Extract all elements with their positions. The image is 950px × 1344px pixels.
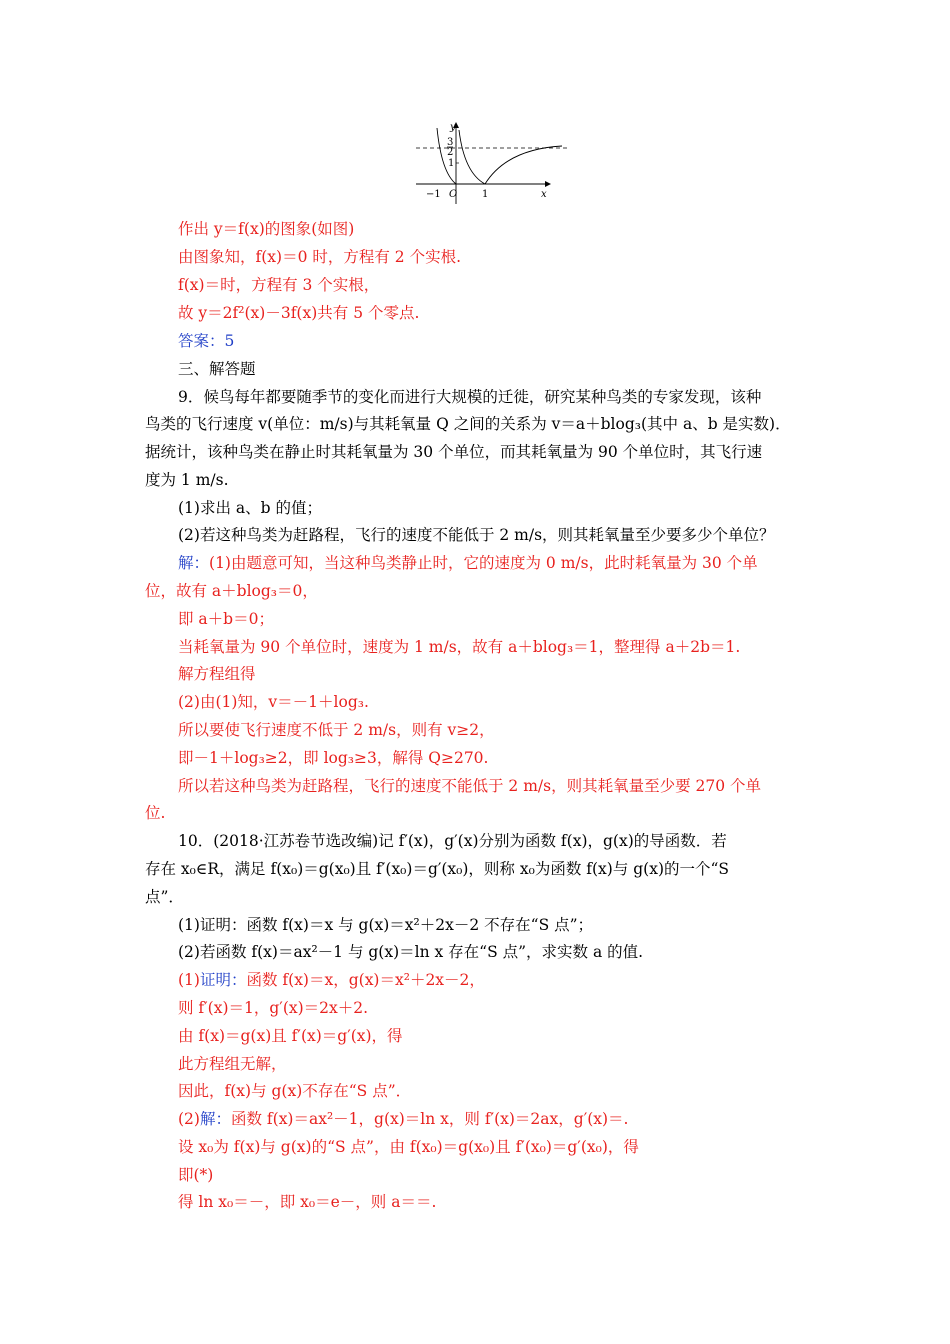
solution-10-line: 设 x₀为 f(x)与 g(x)的“S 点”，由 f(x₀)＝g(x₀)且 f′(x₀)＝g′(x₀)，得 (178, 1138, 639, 1156)
solution-10-line: 即(*) (178, 1166, 214, 1184)
y-tick-3-2-denominator: 2 (447, 147, 454, 158)
problem-9-text: 据统计，该种鸟类在静止时其耗氧量为 30 个单位，而其耗氧量为 90 个单位时，其飞行速 (145, 443, 763, 461)
text-line: 故 y＝2f²(x)－3f(x)共有 5 个零点. (178, 304, 420, 322)
part-number: (1) (178, 971, 200, 989)
solution-10-line (178, 970, 485, 990)
origin-label: O (449, 189, 458, 200)
problem-10-text: 10．(2018·江苏卷节选改编)记 f′(x)，g′(x)分别为函数 f(x)，g(x)的导函数．若 (178, 832, 727, 850)
y-tick-3-2-numerator: 3 (447, 137, 454, 148)
part-number: (2) (178, 1110, 200, 1128)
solution-10-line: 因此，f(x)与 g(x)不存在“S 点”． (178, 1082, 412, 1100)
text-line: 由图象知，f(x)＝0 时，方程有 2 个实根. (178, 248, 462, 266)
problem-9-part-2: (2)若这种鸟类为赶路程，飞行的速度不能低于 2 m/s，则其耗氧量至少要多少个单位？ (178, 526, 775, 544)
solution-9-line: 解方程组得 (178, 665, 256, 683)
problem-9-text: 9．候鸟每年都要随季节的变化而进行大规模的迁徙，研究某种鸟类的专家发现，该种 (178, 388, 762, 406)
solution-9-line: 所以若这种鸟类为赶路程，飞行的速度不能低于 2 m/s，则其耗氧量至少要 270 个单 (178, 777, 762, 795)
solution-10-line: 得 ln x₀＝－，即 x₀＝e－，则 a＝＝. (178, 1193, 437, 1211)
y-axis-label: y (450, 122, 456, 133)
solution-label: 解： (178, 554, 210, 572)
solution-10-line: 由 f(x)＝g(x)且 f′(x)＝g′(x)，得 (178, 1027, 403, 1045)
problem-9-part-1: (1)求出 a、b 的值； (178, 499, 322, 517)
problem-10-text: 存在 x₀∈R，满足 f(x₀)＝g(x₀)且 f′(x₀)＝g′(x₀)，则称 x₀为函数 f(x)与 g(x)的一个“S (145, 860, 730, 878)
problem-9-text: 度为 1 m/s. (145, 471, 229, 489)
problem-9-text: 鸟类的飞行速度 v(单位：m/s)与其耗氧量 Q 之间的关系为 v＝a＋blog₃(其中 a、b 是实数)． (145, 415, 791, 433)
y-tick-1: 1 (448, 158, 455, 169)
solution-9-line (178, 553, 758, 573)
solution-10-line (178, 1109, 628, 1129)
solution-10-line: 则 f′(x)＝1，g′(x)＝2x＋2. (178, 999, 369, 1017)
proof-text: 函数 f(x)＝x，g(x)＝x²＋2x－2， (246, 971, 485, 989)
x-tick-neg1: −1 (426, 189, 441, 200)
solution-9-line: 即－1＋log₃≥2，即 log₃≥3，解得 Q≥270. (178, 749, 489, 767)
text-line: 作出 y＝f(x)的图象(如图) (178, 220, 355, 238)
function-graph (412, 118, 572, 208)
answer-line: 答案：5 (178, 332, 235, 350)
solution-9-line: 当耗氧量为 90 个单位时，速度为 1 m/s，故有 a＋blog₃＝1，整理得 a＋2b＝1. (178, 638, 741, 656)
solution-9-line: 位. (145, 804, 166, 822)
solution-text: 函数 f(x)＝ax²－1，g(x)＝ln x，则 f′(x)＝2ax，g′(x)＝. (230, 1110, 629, 1128)
section-heading: 三、解答题 (178, 360, 256, 378)
text-line: f(x)＝时，方程有 3 个实根， (178, 276, 380, 294)
x-tick-1: 1 (482, 189, 489, 200)
curve-middle-branch (459, 130, 485, 184)
x-axis-label: x (541, 189, 547, 200)
proof-label: 证明： (199, 971, 247, 989)
problem-10-text: 点”． (145, 888, 184, 906)
solution-10-line: 此方程组无解， (178, 1055, 287, 1073)
problem-10-part-1: (1)证明：函数 f(x)＝x 与 g(x)＝x²＋2x－2 不存在“S 点”； (178, 916, 594, 934)
solution-9-line: (2)由(1)知，v＝－1＋log₃. (178, 693, 369, 711)
problem-10-part-2: (2)若函数 f(x)＝ax²－1 与 g(x)＝ln x 存在“S 点”，求实数 a 的值. (178, 943, 644, 961)
x-axis-arrow (545, 181, 551, 187)
curve-right-branch (485, 146, 562, 184)
solution-text: (1)由题意可知，当这种鸟类静止时，它的速度为 0 m/s，此时耗氧量为 30 个单 (209, 554, 758, 572)
solution-label: 解： (199, 1110, 231, 1128)
solution-9-line: 所以要使飞行速度不低于 2 m/s，则有 v≥2， (178, 721, 495, 739)
solution-9-line: 即 a＋b＝0； (178, 610, 274, 628)
solution-9-line: 位，故有 a＋blog₃＝0， (145, 582, 318, 600)
